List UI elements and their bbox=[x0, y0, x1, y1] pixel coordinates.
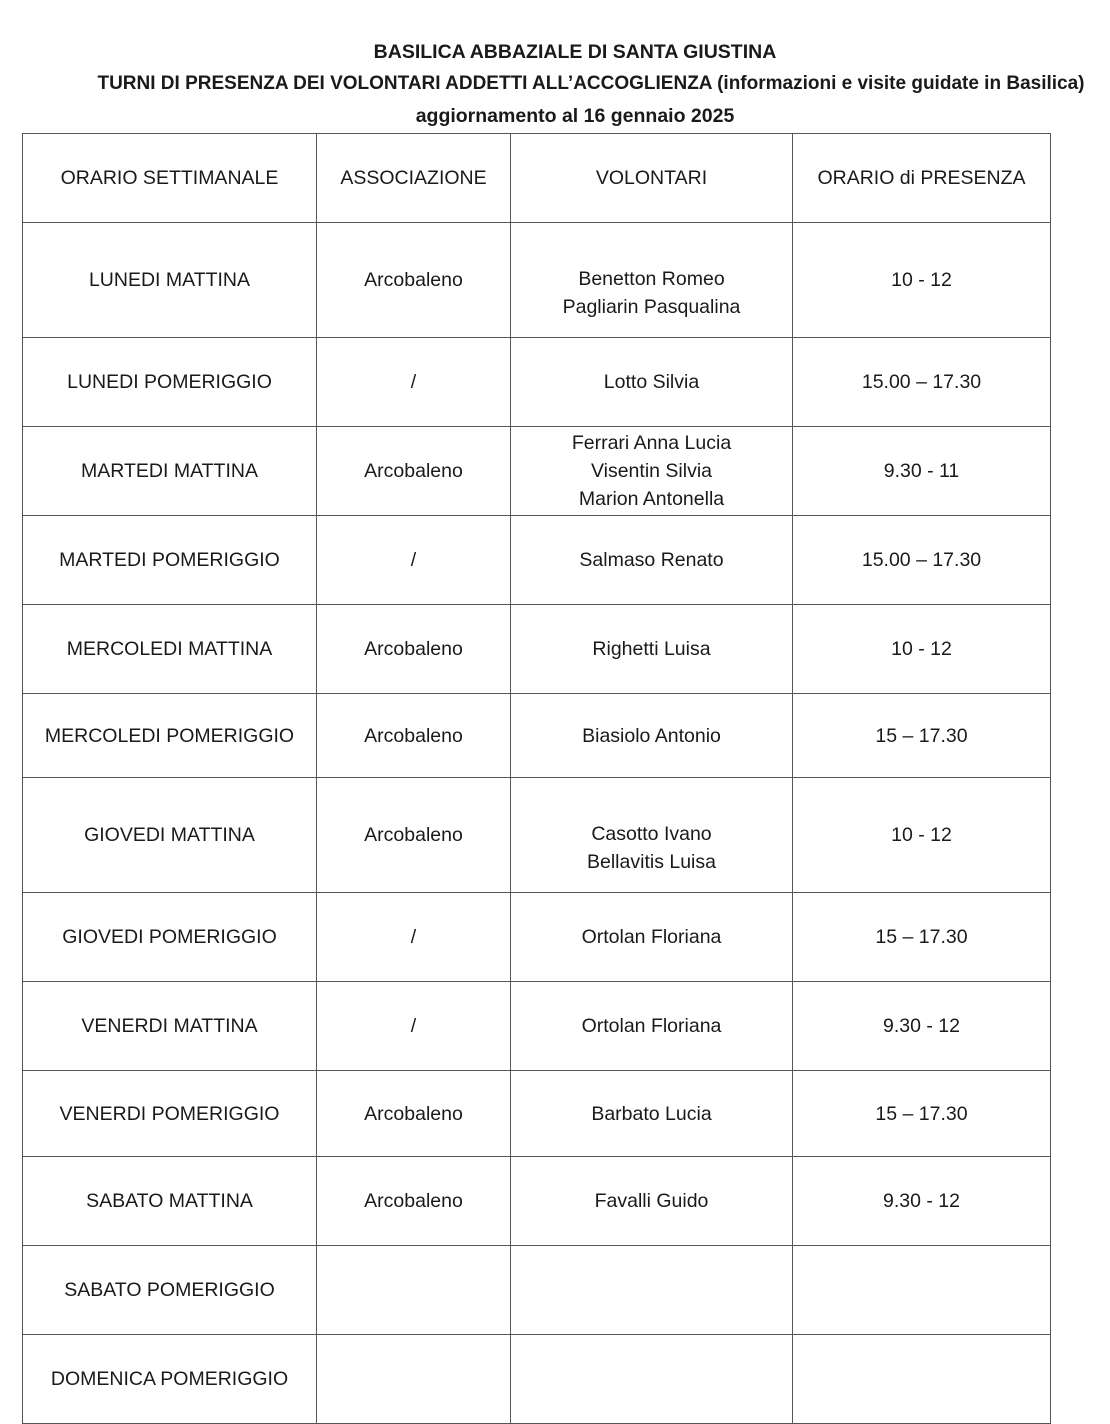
day-cell: MERCOLEDI POMERIGGIO bbox=[23, 694, 317, 778]
table-row bbox=[23, 982, 1051, 1071]
hours-cell: 10 - 12 bbox=[793, 605, 1051, 694]
hours-cell: 10 - 12 bbox=[793, 778, 1051, 893]
hours-cell: 10 - 12 bbox=[793, 223, 1051, 338]
table-row bbox=[23, 223, 1051, 338]
association-cell: / bbox=[317, 982, 511, 1071]
table-row bbox=[23, 694, 1051, 778]
association-cell: Arcobaleno bbox=[317, 605, 511, 694]
volunteers-cell: Ortolan Floriana bbox=[511, 893, 793, 982]
volunteers-cell bbox=[511, 1246, 793, 1335]
day-cell: LUNEDI MATTINA bbox=[23, 223, 317, 338]
volunteers-cell: Righetti Luisa bbox=[511, 605, 793, 694]
day-cell: VENERDI POMERIGGIO bbox=[23, 1071, 317, 1157]
association-cell: / bbox=[317, 893, 511, 982]
volunteers-cell: Casotto Ivano Bellavitis Luisa bbox=[511, 778, 793, 893]
day-cell: MARTEDI POMERIGGIO bbox=[23, 516, 317, 605]
day-cell: DOMENICA POMERIGGIO bbox=[23, 1335, 317, 1424]
association-cell bbox=[317, 1335, 511, 1424]
volunteers-cell: Barbato Lucia bbox=[511, 1071, 793, 1157]
hours-cell: 15 – 17.30 bbox=[793, 1071, 1051, 1157]
volunteers-cell: Salmaso Renato bbox=[511, 516, 793, 605]
table-row bbox=[23, 1157, 1051, 1246]
table-row bbox=[23, 1335, 1051, 1424]
day-cell: SABATO POMERIGGIO bbox=[23, 1246, 317, 1335]
day-cell: MARTEDI MATTINA bbox=[23, 427, 317, 516]
hours-cell: 15.00 – 17.30 bbox=[793, 516, 1051, 605]
column-header: ORARIO di PRESENZA bbox=[793, 134, 1051, 223]
day-cell: VENERDI MATTINA bbox=[23, 982, 317, 1071]
day-cell: MERCOLEDI MATTINA bbox=[23, 605, 317, 694]
day-cell: GIOVEDI POMERIGGIO bbox=[23, 893, 317, 982]
table-row bbox=[23, 1246, 1051, 1335]
hours-cell bbox=[793, 1246, 1051, 1335]
document-title: BASILICA ABBAZIALE DI SANTA GIUSTINA bbox=[373, 41, 777, 63]
volunteers-cell: Benetton Romeo Pagliarin Pasqualina bbox=[511, 223, 793, 338]
column-header: VOLONTARI bbox=[511, 134, 793, 223]
table-row bbox=[23, 427, 1051, 516]
table-row bbox=[23, 338, 1051, 427]
table-row bbox=[23, 605, 1051, 694]
table-row bbox=[23, 516, 1051, 605]
day-cell: SABATO MATTINA bbox=[23, 1157, 317, 1246]
association-cell: Arcobaleno bbox=[317, 694, 511, 778]
association-cell: Arcobaleno bbox=[317, 223, 511, 338]
association-cell: Arcobaleno bbox=[317, 1157, 511, 1246]
volunteers-cell: Lotto Silvia bbox=[511, 338, 793, 427]
association-cell: / bbox=[317, 338, 511, 427]
volunteers-cell: Favalli Guido bbox=[511, 1157, 793, 1246]
column-header: ASSOCIAZIONE bbox=[317, 134, 511, 223]
hours-cell: 15 – 17.30 bbox=[793, 893, 1051, 982]
day-cell: GIOVEDI MATTINA bbox=[23, 778, 317, 893]
association-cell bbox=[317, 1246, 511, 1335]
volunteers-cell: Ferrari Anna Lucia Visentin Silvia Marion Antonella bbox=[511, 427, 793, 516]
table-row bbox=[23, 893, 1051, 982]
association-cell: / bbox=[317, 516, 511, 605]
association-cell: Arcobaleno bbox=[317, 427, 511, 516]
update-date: aggiornamento al 16 gennaio 2025 bbox=[415, 105, 735, 127]
volunteers-cell: Ortolan Floriana bbox=[511, 982, 793, 1071]
hours-cell: 9.30 - 12 bbox=[793, 1157, 1051, 1246]
day-cell: LUNEDI POMERIGGIO bbox=[23, 338, 317, 427]
association-cell: Arcobaleno bbox=[317, 1071, 511, 1157]
association-cell: Arcobaleno bbox=[317, 778, 511, 893]
hours-cell: 15 – 17.30 bbox=[793, 694, 1051, 778]
hours-cell: 9.30 - 11 bbox=[793, 427, 1051, 516]
table-row bbox=[23, 778, 1051, 893]
hours-cell bbox=[793, 1335, 1051, 1424]
table-header-row bbox=[23, 134, 1051, 223]
volunteers-cell bbox=[511, 1335, 793, 1424]
volunteer-schedule-table bbox=[22, 133, 1051, 1424]
document-header bbox=[0, 36, 1110, 132]
table-row bbox=[23, 1071, 1051, 1157]
document-subtitle: TURNI DI PRESENZA DEI VOLONTARI ADDETTI ALL’ACCOGLIENZA (informazioni e visite guidate in Basilica) bbox=[97, 73, 1085, 94]
hours-cell: 15.00 – 17.30 bbox=[793, 338, 1051, 427]
volunteers-cell: Biasiolo Antonio bbox=[511, 694, 793, 778]
column-header: ORARIO SETTIMANALE bbox=[23, 134, 317, 223]
hours-cell: 9.30 - 12 bbox=[793, 982, 1051, 1071]
